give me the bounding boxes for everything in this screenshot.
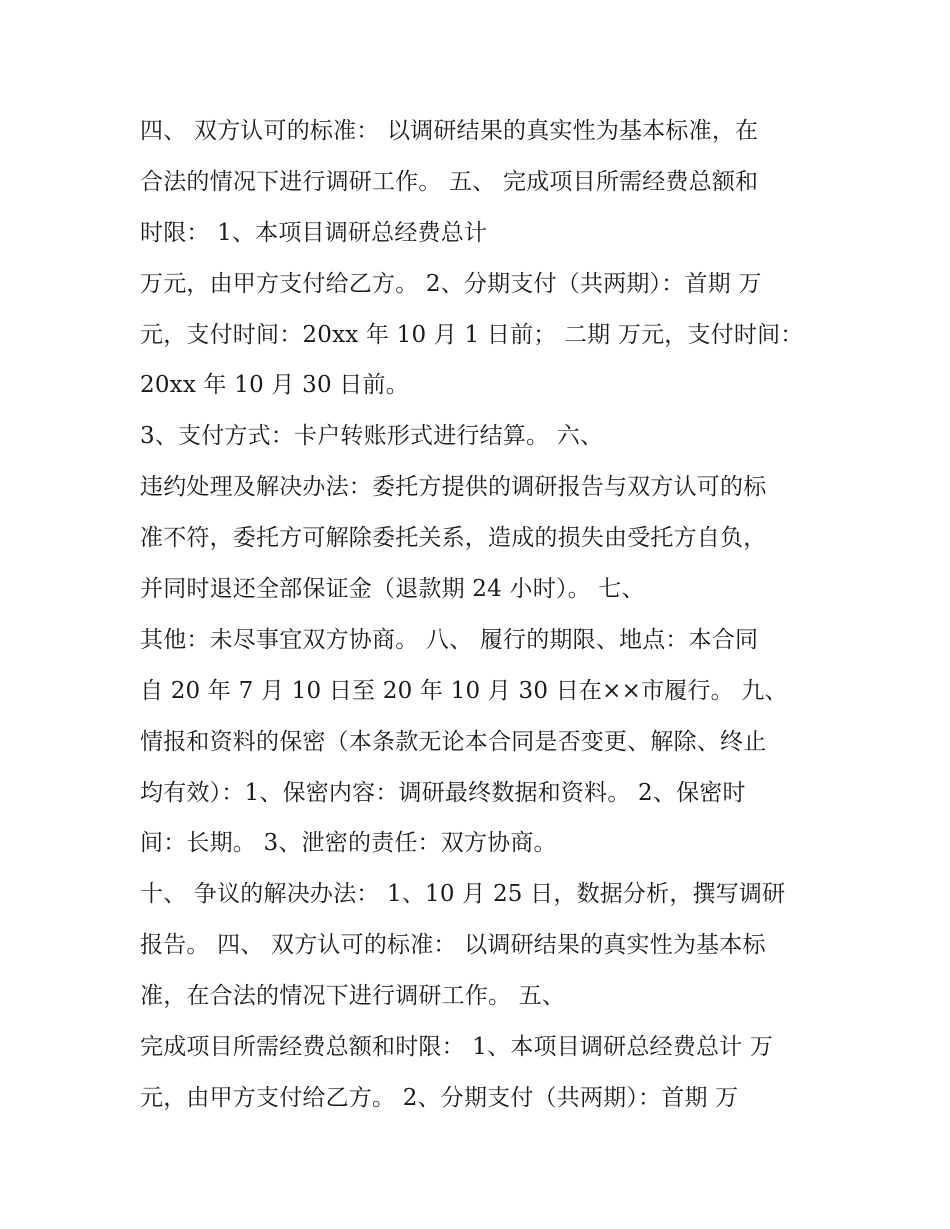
document-body <box>140 106 840 1124</box>
text-line: 并同时退还全部保证金（退款期 24 小时）。 七、 <box>140 576 645 603</box>
text-line: 万元，由甲方支付给乙方。 2、分期支付（共两期）：首期 万 <box>140 270 762 297</box>
text-line: 间：长期。 3、泄密的责任：双方协商。 <box>140 830 557 857</box>
text-line: 准不符，委托方可解除委托关系，造成的损失由受托方自负， <box>140 525 767 552</box>
text-line: 元，由甲方支付给乙方。 2、分期支付（共两期）：首期 万 <box>140 1084 739 1111</box>
text-line: 合法的情况下进行调研工作。 五、 完成项目所需经费总额和 <box>140 168 759 195</box>
text-line: 四、 双方认可的标准： 以调研结果的真实性为基本标准，在 <box>140 118 759 144</box>
text-line: 其他：未尽事宜双方协商。 八、 履行的期限、地点：本合同 <box>140 626 759 653</box>
text-line: 自 20 年 7 月 10 日至 20 年 10 月 30 日在××市履行。 九、 <box>140 677 788 704</box>
text-line: 情报和资料的保密（本条款无论本合同是否变更、解除、终止 <box>140 728 767 755</box>
text-line: 时限： 1、本项目调研总经费总计 <box>140 219 488 246</box>
text-line: 十、 争议的解决办法： 1、10 月 25 日，数据分析，撰写调研 <box>140 881 786 908</box>
text-line: 3、支付方式：卡户转账形式进行结算。 六、 <box>140 423 604 450</box>
text-line: 报告。 四、 双方认可的标准： 以调研结果的真实性为基本标 <box>140 932 766 959</box>
text-line: 元，支付时间：20xx 年 10 月 1 日前； 二期 万元，支付时间： <box>140 321 804 348</box>
text-line: 20xx 年 10 月 30 日前。 <box>140 372 409 399</box>
text-line: 准，在合法的情况下进行调研工作。 五、 <box>140 983 566 1010</box>
text-line: 完成项目所需经费总额和时限： 1、本项目调研总经费总计 万 <box>140 1034 774 1061</box>
text-line: 均有效）：1、保密内容：调研最终数据和资料。 2、保密时 <box>140 779 746 806</box>
text-line: 违约处理及解决办法：委托方提供的调研报告与双方认可的标 <box>140 474 767 501</box>
